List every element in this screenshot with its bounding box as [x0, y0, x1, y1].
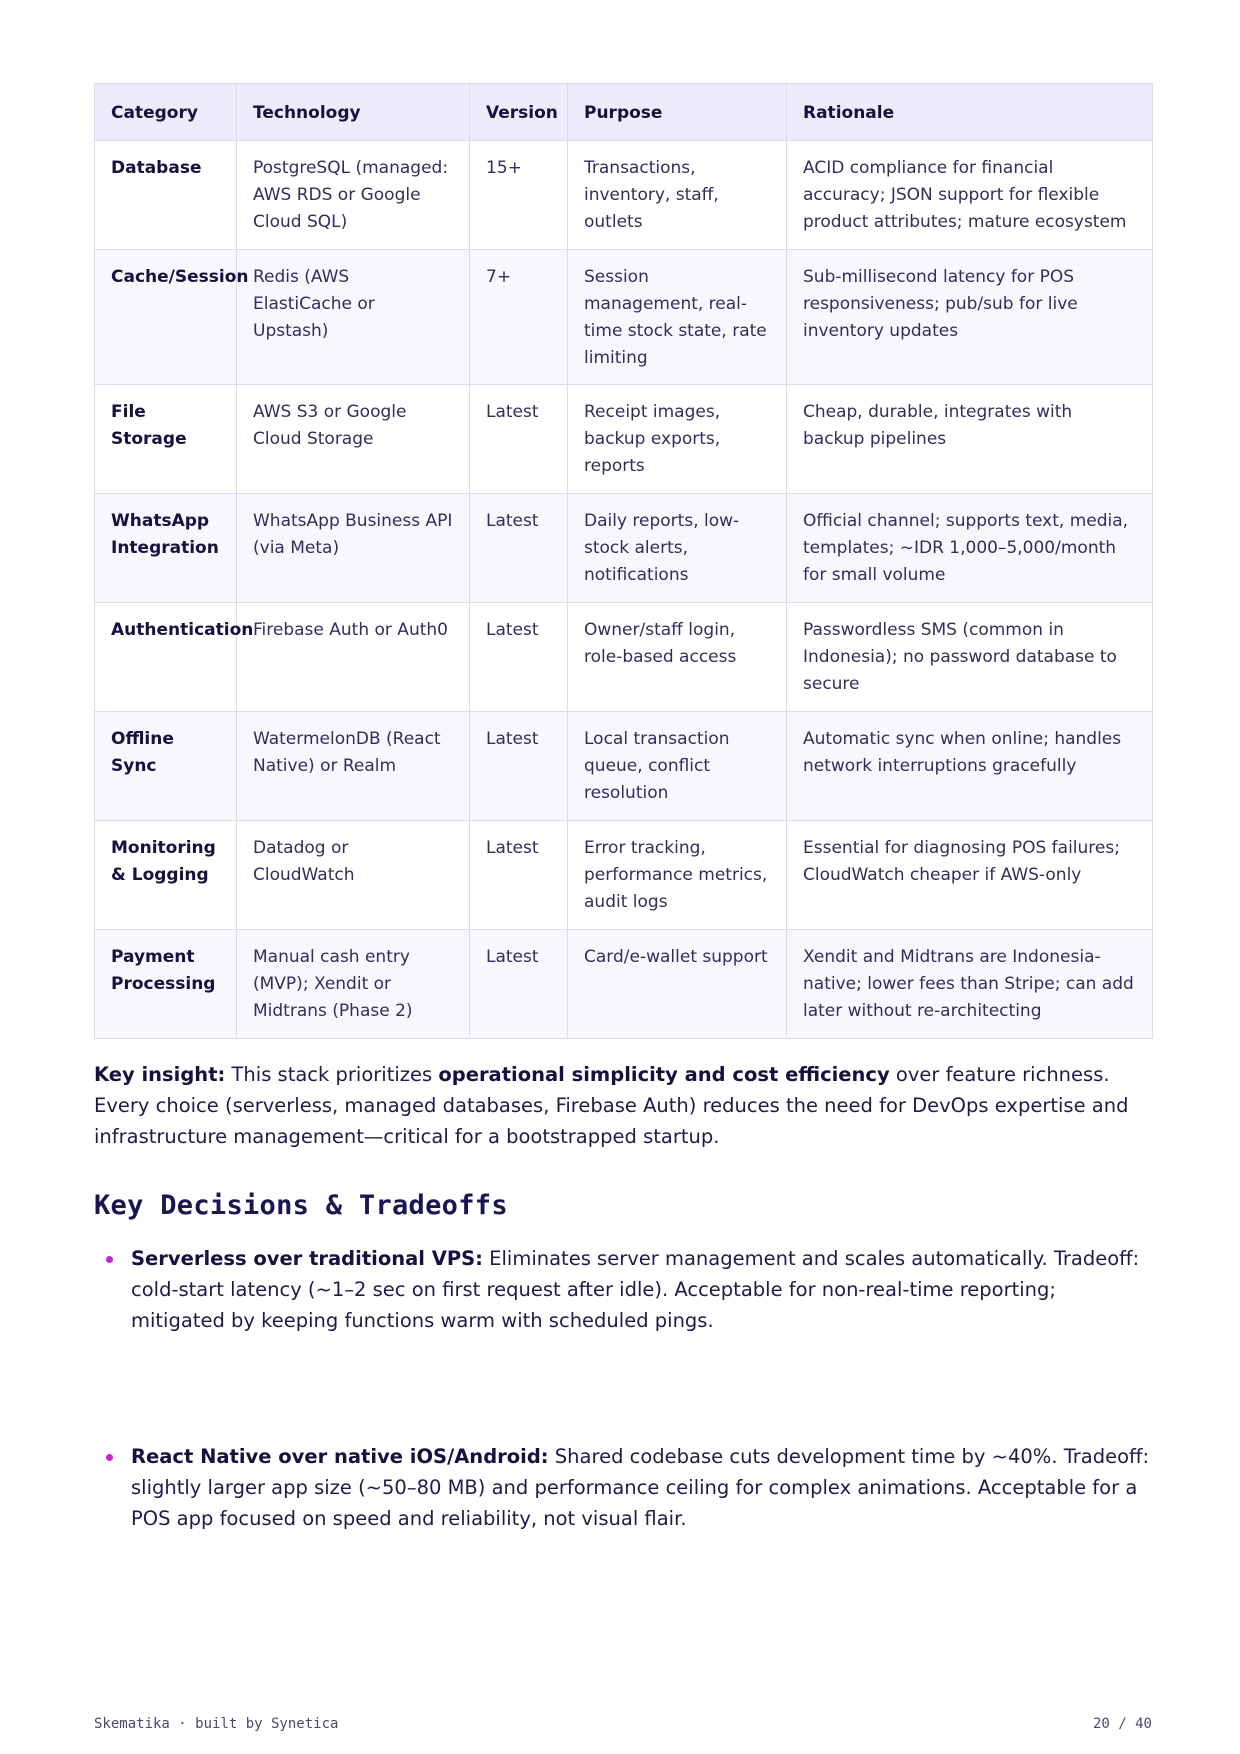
key-insight-text: over feature richness. Every choice (serverless, managed databases, Firebase Auth) reduces the need for DevOps expertise and infrastructure management—critical for a bootstrapped startup.: [94, 1063, 1129, 1148]
cell-technology: WhatsApp Business API (via Meta): [237, 494, 470, 603]
decision-title: React Native over native iOS/Android:: [131, 1445, 549, 1468]
table-row: [95, 494, 1153, 603]
table-row: [95, 385, 1153, 494]
cell-rationale: Sub-millisecond latency for POS responsiveness; pub/sub for live inventory updates: [787, 250, 1153, 385]
cell-technology: Manual cash entry (MVP); Xendit or Midtrans (Phase 2): [237, 930, 470, 1039]
cell-purpose: Owner/staff login, role-based access: [568, 603, 787, 712]
cell-category: Database: [95, 141, 237, 250]
cell-technology: Redis (AWS ElastiCache or Upstash): [237, 250, 470, 385]
cell-category: Payment Processing: [95, 930, 237, 1039]
footer-brand: Skematika · built by Synetica: [94, 1716, 339, 1732]
decision-text: Eliminates server management and scales automatically. Tradeoff: cold-start latency (~1–2 sec on first request after idle). Acceptable for non-real-time reporting; mitigated by keeping functions warm with scheduled pings.: [131, 1247, 1140, 1332]
key-insight-emphasis: operational simplicity and cost efficiency: [438, 1063, 890, 1086]
table-row: [95, 250, 1153, 385]
decisions-list: [94, 1243, 1152, 1534]
bullet-icon: [106, 1454, 113, 1461]
column-header-category: Category: [95, 84, 237, 141]
cell-rationale: Passwordless SMS (common in Indonesia); no password database to secure: [787, 603, 1153, 712]
cell-rationale: Official channel; supports text, media, templates; ~IDR 1,000–5,000/month for small volume: [787, 494, 1153, 603]
cell-category: Monitoring & Logging: [95, 821, 237, 930]
cell-technology: Firebase Auth or Auth0: [237, 603, 470, 712]
cell-version: Latest: [470, 385, 568, 494]
cell-category: File Storage: [95, 385, 237, 494]
cell-technology: Datadog or CloudWatch: [237, 821, 470, 930]
cell-category: WhatsApp Integration: [95, 494, 237, 603]
cell-technology: WatermelonDB (React Native) or Realm: [237, 712, 470, 821]
page-number: 20 / 40: [1092, 1716, 1152, 1732]
page-footer: [94, 1716, 1152, 1732]
cell-version: Latest: [470, 712, 568, 821]
cell-purpose: Local transaction queue, conflict resolution: [568, 712, 787, 821]
table-row: [95, 603, 1153, 712]
table-row: [95, 141, 1153, 250]
bullet-icon: [106, 1256, 113, 1263]
cell-category: Cache/Session: [95, 250, 237, 385]
table-row: [95, 821, 1153, 930]
list-item: [94, 1441, 1152, 1534]
key-insight-text: This stack prioritizes: [225, 1063, 439, 1086]
column-header-purpose: Purpose: [568, 84, 787, 141]
cell-rationale: Essential for diagnosing POS failures; CloudWatch cheaper if AWS-only: [787, 821, 1153, 930]
cell-technology: PostgreSQL (managed: AWS RDS or Google Cloud SQL): [237, 141, 470, 250]
cell-purpose: Receipt images, backup exports, reports: [568, 385, 787, 494]
key-insight-label: Key insight:: [94, 1063, 226, 1086]
cell-purpose: Transactions, inventory, staff, outlets: [568, 141, 787, 250]
column-header-technology: Technology: [237, 84, 470, 141]
cell-category: Authentication: [95, 603, 237, 712]
cell-rationale: ACID compliance for financial accuracy; JSON support for flexible product attributes; mature ecosystem: [787, 141, 1153, 250]
cell-version: 7+: [470, 250, 568, 385]
table-row: [95, 930, 1153, 1039]
decision-title: Serverless over traditional VPS:: [131, 1247, 483, 1270]
cell-category: Offline Sync: [95, 712, 237, 821]
page-content: [94, 83, 1152, 1534]
cell-version: Latest: [470, 821, 568, 930]
cell-purpose: Daily reports, low-stock alerts, notifications: [568, 494, 787, 603]
cell-version: 15+: [470, 141, 568, 250]
cell-technology: AWS S3 or Google Cloud Storage: [237, 385, 470, 494]
cell-purpose: Error tracking, performance metrics, audit logs: [568, 821, 787, 930]
cell-rationale: Cheap, durable, integrates with backup pipelines: [787, 385, 1153, 494]
cell-rationale: Automatic sync when online; handles network interruptions gracefully: [787, 712, 1153, 821]
column-header-rationale: Rationale: [787, 84, 1153, 141]
cell-purpose: Session management, real-time stock state, rate limiting: [568, 250, 787, 385]
cell-rationale: Xendit and Midtrans are Indonesia-native; lower fees than Stripe; can add later without re-architecting: [787, 930, 1153, 1039]
cell-version: Latest: [470, 494, 568, 603]
decision-text: Shared codebase cuts development time by ~40%. Tradeoff: slightly larger app size (~50–80 MB) and performance ceiling for complex animations. Acceptable for a POS app focused on speed and reliability, not visual flair.: [131, 1445, 1150, 1530]
section-heading: Key Decisions & Tradeoffs: [94, 1190, 508, 1221]
cell-purpose: Card/e-wallet support: [568, 930, 787, 1039]
table-row: [95, 712, 1153, 821]
table-header-row: [95, 84, 1153, 141]
cell-version: Latest: [470, 603, 568, 712]
tech-stack-table: [94, 83, 1153, 1039]
list-item: [94, 1243, 1152, 1336]
cell-version: Latest: [470, 930, 568, 1039]
key-insight-paragraph: [94, 1059, 1152, 1152]
column-header-version: Version: [470, 84, 568, 141]
